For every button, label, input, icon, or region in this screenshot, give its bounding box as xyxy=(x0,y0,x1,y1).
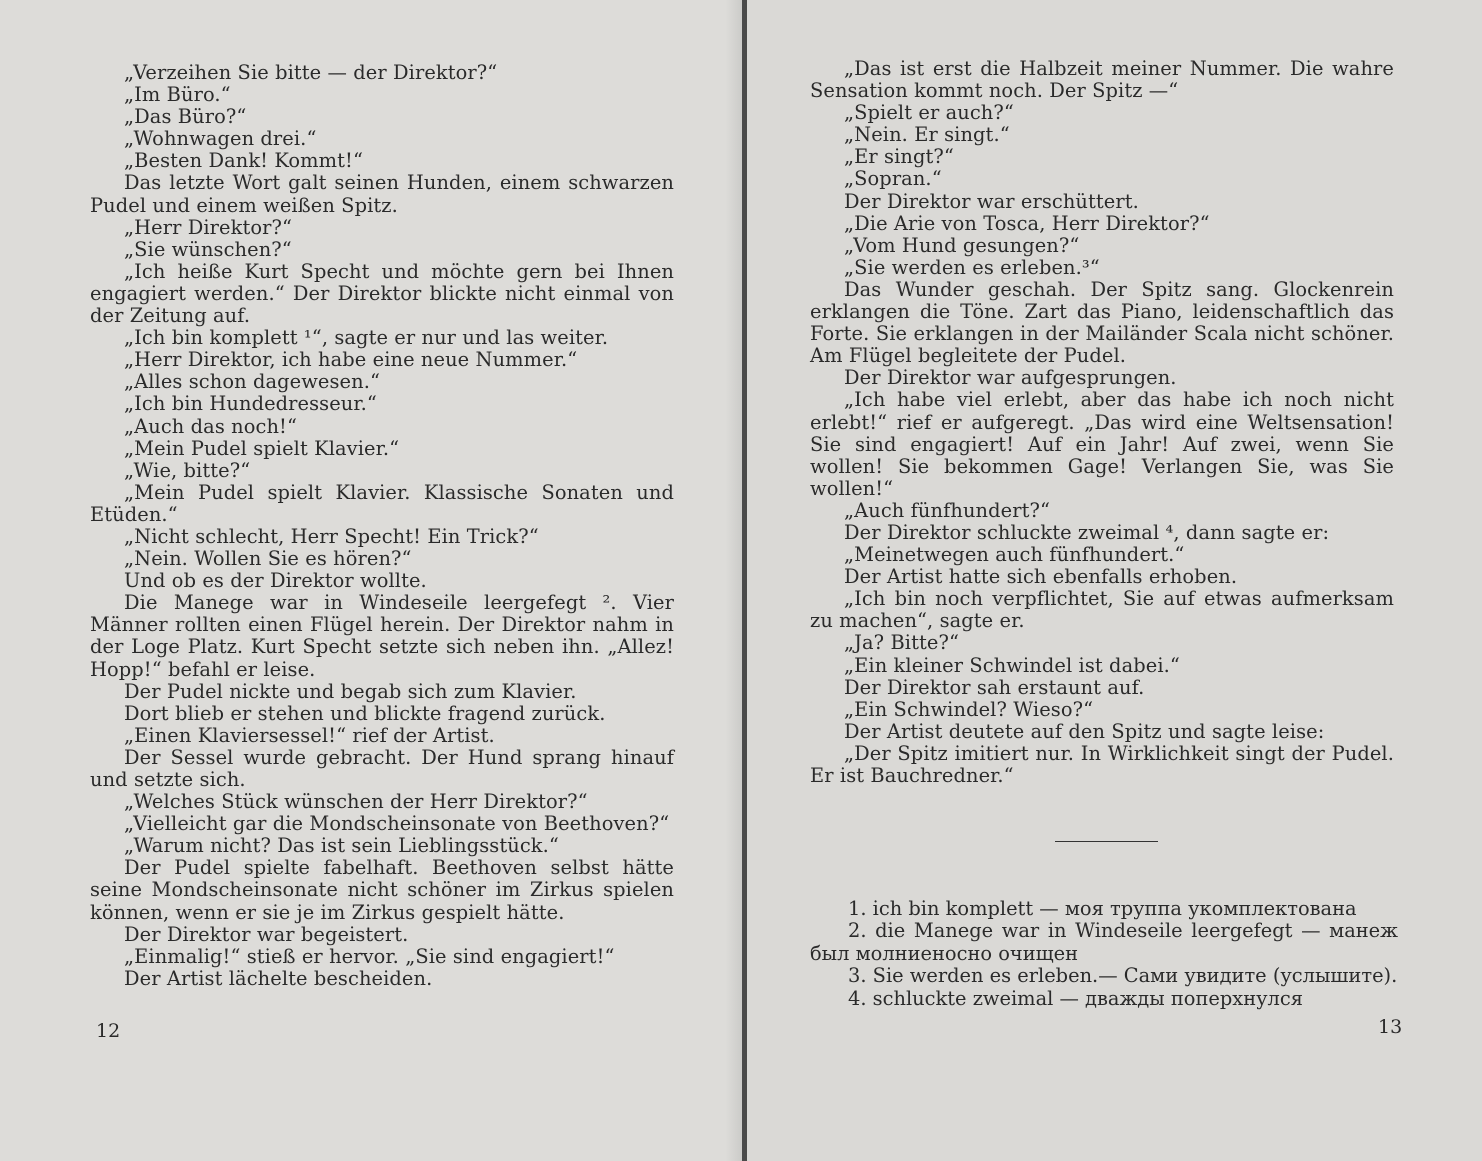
paragraph: „Nein. Er singt.“ xyxy=(844,123,1010,147)
footnote-divider xyxy=(1055,841,1158,842)
paragraph: „Auch fünfhundert?“ xyxy=(844,498,1051,522)
paragraph: „Wie, bitte?“ xyxy=(124,458,251,482)
paragraph: „Ich bin komplett ¹“, sagte er nur und las weiter. xyxy=(124,326,609,350)
paragraph: Der Direktor sah erstaunt auf. xyxy=(844,675,1145,699)
paragraph: Der Direktor war erschüttert. xyxy=(844,189,1139,213)
paragraph: Die Manege war in Windeseile leergefegt ². Vier Männer rollten einen Flügel herein. Der Direktor nahm in der Loge Platz. Kurt Specht setzte sich neben ihn. „Allez! Hopp!“ befahl er leise. xyxy=(90,591,674,681)
paragraph: „Alles schon dagewesen.“ xyxy=(124,370,380,394)
footnote: 3. Sie werden es erleben.— Сами увидите (услышите). xyxy=(848,964,1398,988)
paragraph: „Vom Hund gesungen?“ xyxy=(844,233,1080,257)
paragraph: „Warum nicht? Das ist sein Lieblingsstück.“ xyxy=(124,834,559,858)
paragraph: „Nein. Wollen Sie es hören?“ xyxy=(124,547,412,571)
paragraph: „Ich habe viel erlebt, aber das habe ich noch nicht erlebt!“ rief er aufgeregt. „Das wird eine Weltsensation! Sie sind engagiert! Auf ein Jahr! Auf zwei, wenn Sie wollen! Sie bekommen Gage! Verlangen Sie, was Sie wollen!“ xyxy=(810,388,1394,500)
paragraph: Der Artist lächelte bescheiden. xyxy=(124,966,433,990)
paragraph: „Verzeihen Sie bitte — der Direktor?“ xyxy=(124,61,498,84)
footnote: 1. ich bin komplett — моя труппа укомплектована xyxy=(848,897,1357,920)
paragraph: „Im Büro.“ xyxy=(124,83,231,107)
paragraph: „Einen Klaviersessel!“ rief der Artist. xyxy=(124,723,495,747)
paragraph: „Auch das noch!“ xyxy=(124,414,297,438)
paragraph: „Ja? Bitte?“ xyxy=(844,631,959,655)
paragraph: Das Wunder geschah. Der Spitz sang. Glockenrein erklangen die Töne. Zart das Piano, leidenschaftlich das Forte. Sie erklangen in der Mailänder Scala nicht schöner. Am Flügel begleitete der Pudel. xyxy=(810,277,1394,368)
paragraph: „Welches Stück wünschen der Herr Direktor?“ xyxy=(124,790,588,814)
paragraph: Und ob es der Direktor wollte. xyxy=(124,569,427,593)
paragraph: „Vielleicht gar die Mondscheinsonate von Beethoven?“ xyxy=(124,812,670,836)
paragraph: Der Direktor schluckte zweimal ⁴, dann sagte er: xyxy=(844,520,1330,544)
paragraph: „Das Büro?“ xyxy=(124,105,247,129)
paragraph: „Meinetwegen auch fünfhundert.“ xyxy=(844,543,1185,567)
page-number-right: 13 xyxy=(1378,1016,1403,1038)
paragraph: „Der Spitz imitiert nur. In Wirklichkeit singt der Pudel. Er ist Bauchredner.“ xyxy=(810,741,1394,787)
paragraph: „Nicht schlecht, Herr Specht! Ein Trick?“ xyxy=(124,524,539,548)
paragraph: Der Pudel nickte und begab sich zum Klavier. xyxy=(124,679,577,703)
paragraph: Der Pudel spielte fabelhaft. Beethoven selbst hätte seine Mondscheinsonate nicht schöner im Zirkus spielen können, wenn er sie je im Zirkus gespielt hätte. xyxy=(90,856,674,924)
paragraph: „Die Arie von Tosca, Herr Direktor?“ xyxy=(844,211,1210,235)
paragraph: „Ich bin noch verpflichtet, Sie auf etwas aufmerksam zu machen“, sagte er. xyxy=(810,587,1394,633)
paragraph: „Sie wünschen?“ xyxy=(124,237,292,261)
footnote: 2. die Manege war in Windeseile leergefegt — манеж был молниеносно очищен xyxy=(810,919,1398,965)
paragraph: „Sopran.“ xyxy=(844,167,942,191)
paragraph: Der Direktor war begeistert. xyxy=(124,922,409,946)
page-number-left: 12 xyxy=(96,1020,121,1042)
left-page-text xyxy=(90,62,674,990)
paragraph: „Ich heiße Kurt Specht und möchte gern bei Ihnen engagiert werden.“ Der Direktor blickte nicht einmal von der Zeitung auf. xyxy=(90,259,674,328)
paragraph: „Mein Pudel spielt Klavier.“ xyxy=(124,436,400,460)
right-page-text xyxy=(810,58,1394,787)
paragraph: „Ich bin Hundedresseur.“ xyxy=(124,392,377,416)
paragraph: „Ein Schwindel? Wieso?“ xyxy=(844,697,1094,721)
paragraph: „Er singt?“ xyxy=(844,145,954,169)
paragraph: „Herr Direktor?“ xyxy=(124,215,293,239)
paragraph: „Ein kleiner Schwindel ist dabei.“ xyxy=(844,653,1180,677)
paragraph: Der Artist hatte sich ebenfalls erhoben. xyxy=(844,565,1238,589)
paragraph: Das letzte Wort galt seinen Hunden, einem schwarzen Pudel und einem weißen Spitz. xyxy=(90,171,674,217)
paragraph: „Wohnwagen drei.“ xyxy=(124,127,317,151)
paragraph: „Spielt er auch?“ xyxy=(844,101,1014,125)
paragraph: „Besten Dank! Kommt!“ xyxy=(124,149,363,173)
paragraph: Der Sessel wurde gebracht. Der Hund sprang hinauf und setzte sich. xyxy=(90,745,674,791)
paragraph: „Das ist erst die Halbzeit meiner Nummer. Die wahre Sensation kommt noch. Der Spitz —“ xyxy=(810,57,1394,103)
paragraph: „Sie werden es erleben.³“ xyxy=(844,255,1100,279)
paragraph: Der Artist deutete auf den Spitz und sagte leise: xyxy=(844,719,1325,743)
paragraph: Der Direktor war aufgesprungen. xyxy=(844,366,1177,390)
paragraph: „Mein Pudel spielt Klavier. Klassische Sonaten und Etüden.“ xyxy=(90,480,674,526)
paragraph: Dort blieb er stehen und blickte fragend zurück. xyxy=(124,701,606,725)
footnote: 4. schluckte zweimal — дважды поперхнулся xyxy=(848,986,1303,1010)
gutter-shadow xyxy=(725,0,742,1161)
paragraph: „Herr Direktor, ich habe eine neue Nummer.“ xyxy=(124,348,578,372)
footnotes xyxy=(810,898,1398,1010)
paragraph: „Einmalig!“ stieß er hervor. „Sie sind engagiert!“ xyxy=(124,944,615,968)
